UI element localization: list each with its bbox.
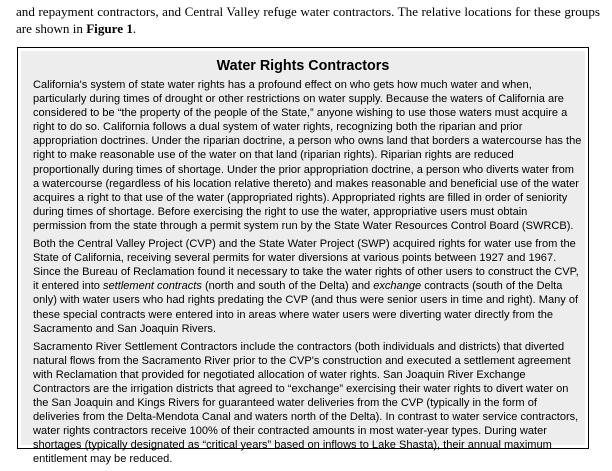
figure-reference: Figure 1 [86, 21, 133, 36]
box-p2-part-a: Both the Central Valley Project (CVP) and the State Water Project (SWP) acquired rights for water use from the State of California, receiving several permits for water diversions at various points between 1927 and 1967. Since the Bureau of Reclamation found it necessary to take the water rights of other users to construct the CVP, it entered into [33, 238, 579, 293]
box-paragraph-3: Sacramento River Settlement Contractors include the contractors (both individuals and districts) that diverted natural flows from the Sacramento River prior to the CVP's construction and executed a settlement agreement with Reclamation that provided for negotiated allocation of water rights. San Joaquin River Exchange Contractors are the irrigation districts that agreed to “exchange” exercising their water rights to divert water on the San Joaquin and Kings Rivers for guaranteed water deliveries from the CVP (typically in the form of deliveries from the Delta-Mendota Canal and waters north of the Delta). In contrast to water service contractors, water rights contractors receive 100% of their contracted amounts in most water-year types. During water shortages (typically designated as “critical years” based on inflows to Lake Shasta), their annual maximum entitlement may be reduced. [33, 340, 579, 466]
sidebar-box [17, 47, 589, 466]
sidebar-box-background [21, 51, 585, 466]
box-p2-emphasis-2: exchange [373, 280, 422, 293]
box-p2-part-b: (north and south of the Delta) and [201, 280, 374, 293]
box-p2-emphasis-1: settlement contracts [103, 280, 202, 293]
intro-text-after: . [132, 21, 137, 36]
intro-paragraph [16, 3, 600, 37]
sidebar-box-body [33, 78, 583, 471]
box-paragraph-1: California's system of state water rights has a profound effect on who gets how much water and when, particularly during times of drought or other restrictions on water supply. Because the waters of California are considered to be “the property of the people of the State,” anyone wishing to use those waters must acquire a right to do so. California follows a dual system of water rights, recognizing both the riparian and prior appropriation doctrines. Under the riparian doctrine, a person who owns land that borders a watercourse has the right to make reasonable use of the water on that land (riparian rights). Riparian rights are reduced proportionally during times of shortage. Under the prior appropriation doctrine, a person who diverts water from a watercourse (regardless of his location relative thereto) and makes reasonable and beneficial use of the water acquires a right to that use of the water (appropriated rights). Appropriated rights are filled in order of seniority during times of shortage. Before exercising the right to use the water, appropriative users must obtain permission from the state through a permit system run by the State Water Resources Control Board (SWRCB). [33, 79, 582, 232]
sidebar-box-title: Water Rights Contractors [216, 58, 390, 74]
box-paragraph-2 [33, 237, 583, 336]
box-p2-part-c: contracts (south of the Delta only) with water users who had rights predating the CVP (and thus were senior users in time and right). Many of these special contracts were entered into in areas where water users were diverting water directly from the Sacramento and San Joaquin Rivers. [33, 280, 579, 335]
intro-text-before: and repayment contractors, and Central Valley refuge water contractors. The relative locations for these groups are shown in [16, 4, 600, 36]
